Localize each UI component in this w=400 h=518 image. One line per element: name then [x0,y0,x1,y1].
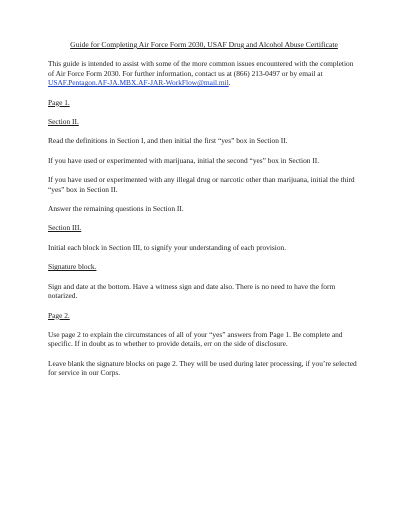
signature-heading: Signature block. [48,262,97,272]
page2-paragraph-1: Use page 2 to explain the circumstances of all of your “yes” answers from Page 1. Be complete and specific. If in doubt as to whether to provide details, err on the side of disclosure. [48,329,343,349]
intro-text: This guide is intended to assist with some of the more common issues encountered with the completion of Air Force Form 2030. For further information, contact us at (866) 213-0497 or by email at [48,59,354,78]
page1-heading: Page 1. [48,97,70,107]
page2-paragraph-2: Leave blank the signature blocks on page 2. They will be used during later processing, if you’re selected for service in our Corps. [48,358,357,378]
section3-heading: Section III. [48,223,82,233]
intro-suffix: . [228,78,231,88]
section2-paragraph-4: Answer the remaining questions in Section II. [48,204,184,214]
intro-paragraph [48,59,360,87]
section2-paragraph-2: If you have used or experimented with marijuana, initial the second “yes” box in Section II. [48,155,320,165]
signature-paragraph-1: Sign and date at the bottom. Have a witness sign and date also. There is no need to have the form notarized. [48,281,336,301]
section2-paragraph-3: If you have used or experimented with any illegal drug or narcotic other than marijuana, initial the third “yes” box in Section II. [48,175,355,194]
section2-paragraph-1: Read the definitions in Section I, and then initial the first “yes” box in Section II. [48,136,288,146]
document-page [48,40,360,388]
document-title: Guide for Completing Air Force Form 2030, USAF Drug and Alcohol Abuse Certificate [70,40,338,49]
section2-heading: Section II. [48,117,79,127]
page2-heading: Page 2. [48,310,70,320]
section3-paragraph-1: Initial each block in Section III, to signify your understanding of each provision. [48,242,287,252]
email-link[interactable]: USAF.Pentagon.AF-JA.MBX.AF-JAR-WorkFlow@mail.mil [48,78,229,88]
